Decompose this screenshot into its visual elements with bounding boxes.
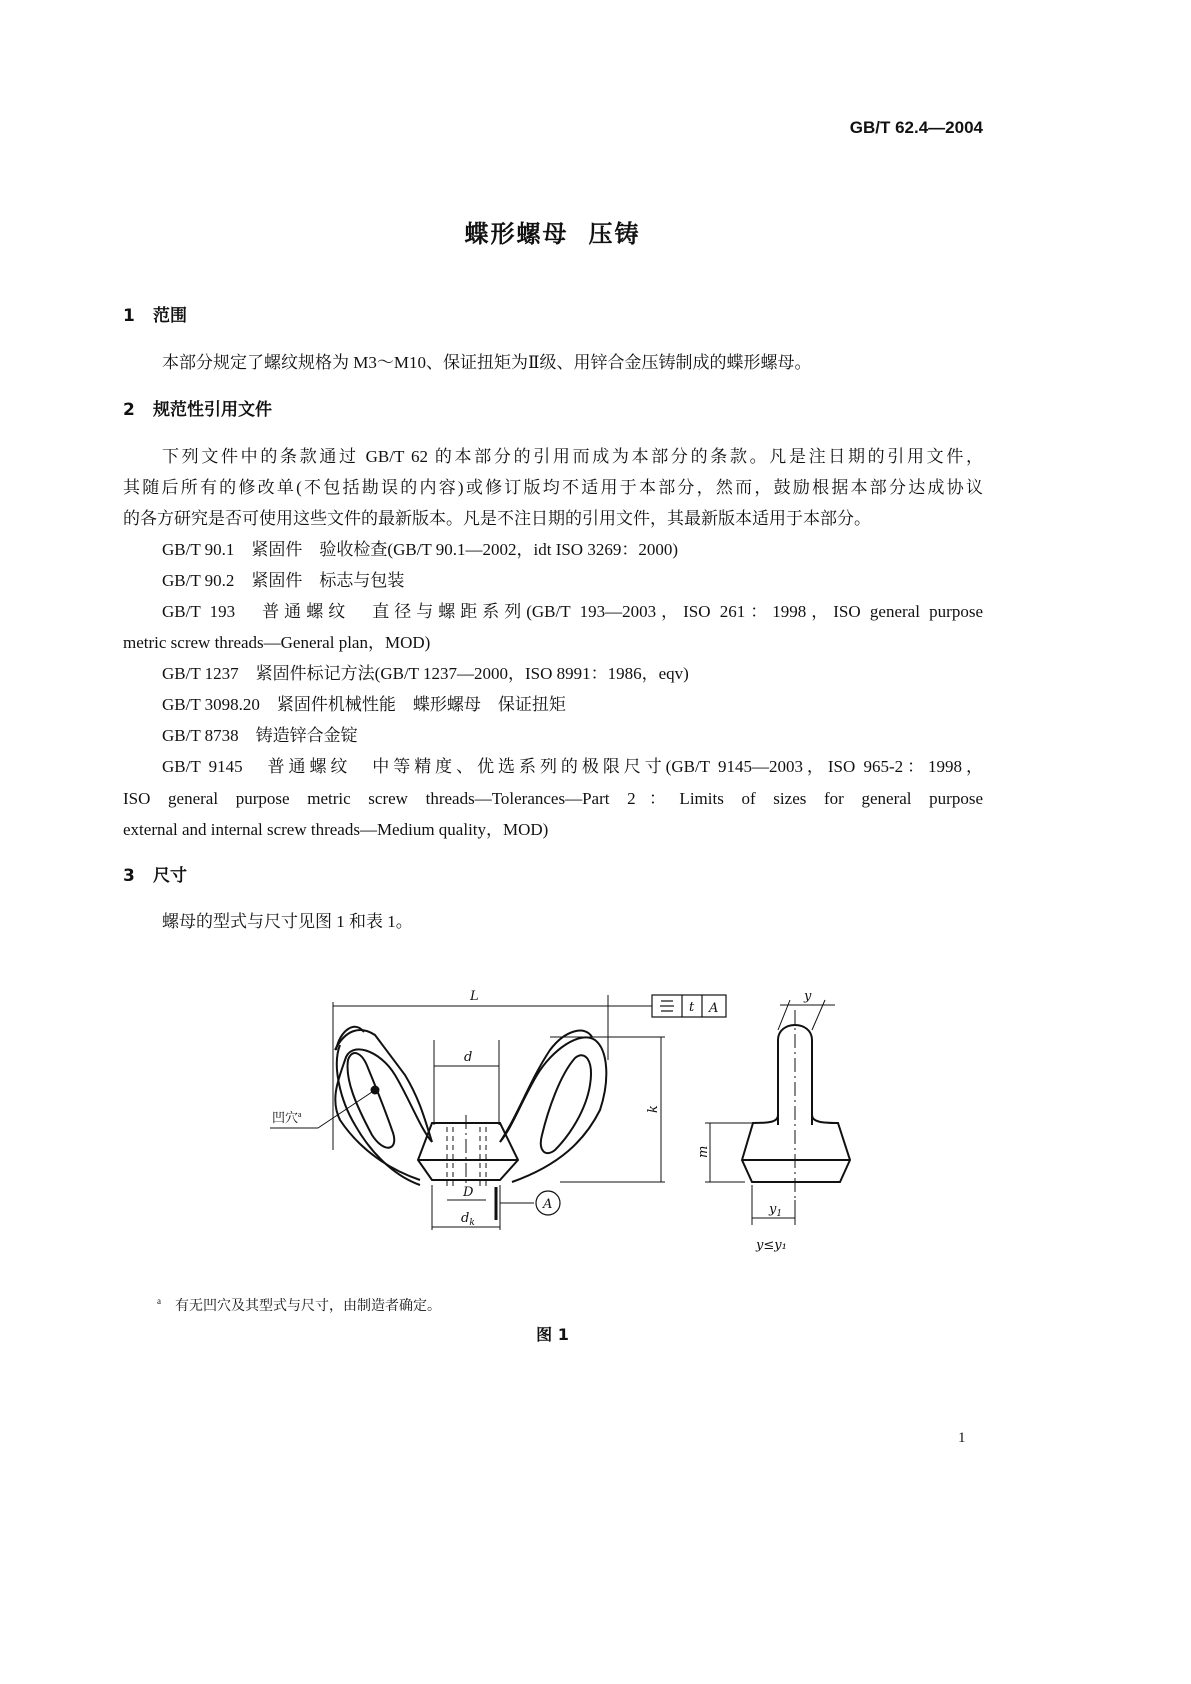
scope-paragraph: 本部分规定了螺纹规格为 M3～M10、保证扭矩为Ⅱ级、用锌合金压铸制成的蝶形螺母。 (162, 353, 812, 372)
dim-label-y1: $y_1$ (769, 1202, 783, 1219)
refs-intro-line: 的各方研究是否可使用这些文件的最新版本。凡是不注日期的引用文件，其最新版本适用于本部分。 (123, 509, 871, 528)
reference-item-cont: ISO general purpose metric screw threads—Tolerances—Part 2：Limits of sizes for general purpose (123, 789, 983, 808)
condition-label: y≤y₁ (756, 1238, 787, 1253)
page-number: 1 (958, 1430, 966, 1446)
reference-item: GB/T 1237 紧固件标记方法(GB/T 1237—2000，ISO 8991：1986，eqv) (162, 664, 689, 683)
dim-label-d: d (464, 1050, 473, 1065)
refs-intro-line: 下列文件中的条款通过 GB/T 62 的本部分的引用而成为本部分的条款。凡是注日期的引用文件， (162, 447, 983, 466)
figure-footnote: $^a$ 有无凹穴及其型式与尺寸，由制造者确定。 (157, 1296, 441, 1314)
dim-label-m: m (696, 1145, 711, 1158)
dim-label-y: y (804, 989, 812, 1004)
dim-label-k: k (646, 1105, 661, 1113)
title-part1: 蝶形螺母 (464, 220, 569, 248)
standard-number: GB/T 62.4—2004 (849, 118, 983, 137)
dim-label-L: L (470, 989, 479, 1004)
side-view (742, 1025, 850, 1182)
tolerance-datum-A: A (709, 1001, 719, 1016)
reference-item-cont: external and internal screw threads—Medium quality，MOD) (123, 820, 549, 839)
title-part2: 压铸 (588, 220, 641, 248)
dimensions-paragraph: 螺母的型式与尺寸见图 1 和表 1。 (162, 912, 413, 931)
figure-caption: 图 1 (536, 1325, 569, 1344)
reference-item: GB/T 3098.20 紧固件机械性能 蝶形螺母 保证扭矩 (162, 695, 566, 714)
reference-item: GB/T 8738 铸造锌合金锭 (162, 726, 358, 745)
reference-item: GB/T 90.1 紧固件 验收检查(GB/T 90.1—2002，idt ISO 3269：2000) (162, 540, 678, 559)
section-heading-dimensions: 3 尺寸 (123, 866, 187, 886)
reference-item: GB/T 193 普通螺纹 直径与螺距系列(GB/T 193—2003，ISO 261：1998，ISO general purpose (162, 602, 983, 621)
reference-item: GB/T 9145 普通螺纹 中等精度、优选系列的极限尺寸(GB/T 9145—2003，ISO 965-2：1998， (162, 757, 983, 776)
dim-label-D: D (463, 1185, 474, 1200)
section-heading-references: 2 规范性引用文件 (123, 400, 272, 420)
datum-label-A: A (543, 1197, 553, 1212)
refs-intro-line: 其随后所有的修改单(不包括勘误的内容)或修订版均不适用于本部分，然而，鼓励根据本部分达成协议 (123, 478, 983, 497)
reference-item: GB/T 90.2 紧固件 标志与包装 (162, 571, 405, 590)
recess-label: 凹穴$^a$ (272, 1110, 302, 1125)
section-heading-scope: 1 范围 (123, 306, 187, 326)
tolerance-t: t (689, 1000, 695, 1015)
dim-label-dk: $d_k$ (461, 1211, 475, 1228)
reference-item-cont: metric screw threads—General plan，MOD) (123, 633, 431, 652)
